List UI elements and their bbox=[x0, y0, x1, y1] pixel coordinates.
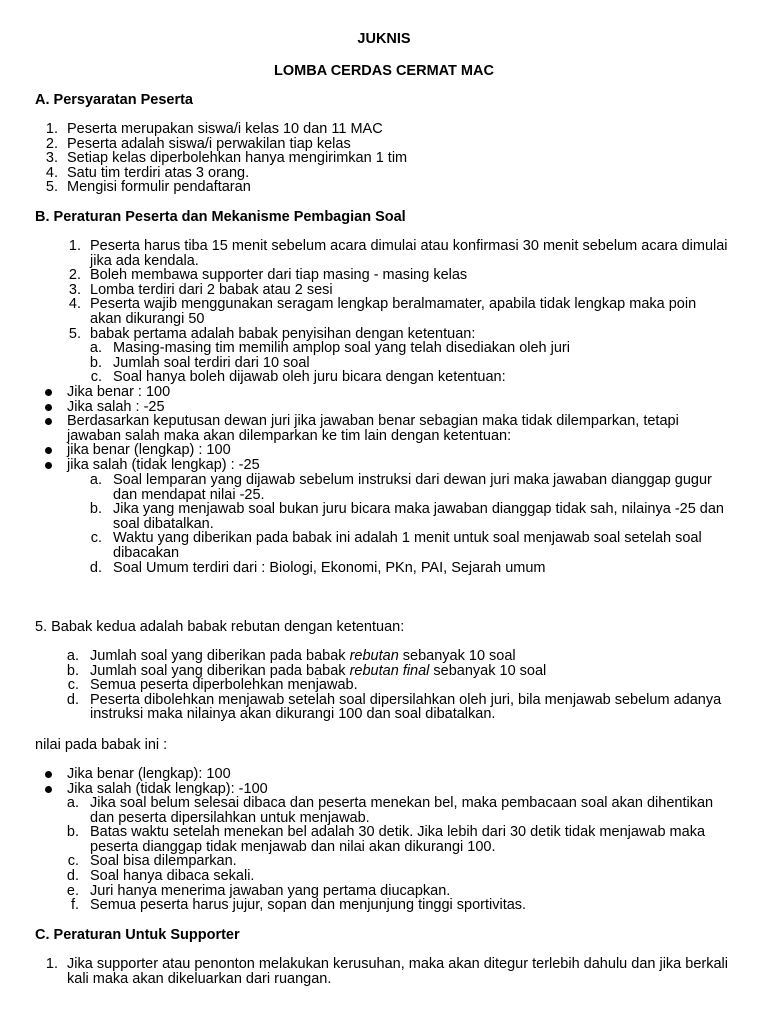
list-item: 3. Setiap kelas diperbolehkan hanya mengirimkan 1 tim bbox=[45, 150, 408, 167]
list-item: d. Peserta dibolehkan menjawab setelah soal dipersilahkan oleh juri, bila menjawab sebelum adanya instruksi maka nilainya akan dikurangi 100 dan soal dibatalkan. bbox=[66, 691, 722, 723]
list-item: c. Soal hanya boleh dijawab oleh juru bicara dengan ketentuan: bbox=[90, 369, 506, 386]
section-c-list bbox=[45, 956, 732, 987]
section-b-rules-list bbox=[89, 472, 733, 576]
list-item: b. Batas waktu setelah menekan bel adalah 30 detik. Jika lebih dari 30 detik tidak menjawab maka peserta dianggap tidak menjawab dan nilai akan dikurangi 100. bbox=[66, 824, 706, 855]
list-item: 2. Boleh membawa supporter dari tiap masing - masing kelas bbox=[68, 267, 468, 284]
bullet-icon bbox=[45, 389, 52, 396]
list-item: 1. Peserta merupakan siswa/i kelas 10 dan 11 MAC bbox=[45, 121, 383, 137]
list-item: 5. Mengisi formulir pendaftaran bbox=[45, 179, 251, 196]
babak-kedua-list bbox=[66, 648, 730, 723]
bullet-icon bbox=[45, 418, 52, 425]
list-item: a. Jika soal belum selesai dibaca dan peserta menekan bel, maka pembacaan soal akan dihentikan dan peserta dipersilahkan untuk menjawab. bbox=[66, 795, 714, 826]
list-item: 1. Peserta harus tiba 15 menit sebelum acara dimulai atau konfirmasi 30 menit sebelum acara dimulai jika ada kendala. bbox=[68, 238, 728, 269]
list-item: a. Jumlah soal yang diberikan pada babak rebutan sebanyak 10 soal bbox=[66, 648, 516, 664]
list-item: 3. Lomba terdiri dari 2 babak atau 2 sesi bbox=[68, 281, 333, 298]
list-item: a. Masing-masing tim memilih amplop soal yang telah disediakan oleh juri bbox=[89, 340, 570, 356]
bullet-icon bbox=[45, 786, 52, 793]
list-item: a. Soal lemparan yang dijawab sebelum instruksi dari dewan juri maka jawaban dianggap gugur dan mendapat nilai -25. bbox=[89, 472, 712, 503]
babak-kedua-bullets bbox=[67, 767, 732, 796]
document-title: JUKNIS bbox=[357, 31, 411, 47]
section-c-heading: C. Peraturan Untuk Supporter bbox=[35, 927, 240, 943]
babak-kedua-rules bbox=[66, 795, 730, 914]
bullet-icon bbox=[45, 447, 52, 454]
babak-kedua-intro: 5. Babak kedua adalah babak rebutan dengan ketentuan: bbox=[35, 619, 405, 635]
section-b-list bbox=[68, 238, 730, 342]
section-b-bullets bbox=[67, 385, 732, 473]
bullet-icon bbox=[45, 462, 52, 469]
bullet-item: Jika salah : -25 bbox=[67, 400, 732, 415]
section-a-list bbox=[45, 121, 727, 196]
bullet-item: jika salah (tidak lengkap) : -25 bbox=[67, 458, 732, 473]
list-item: d. Soal Umum terdiri dari : Biologi, Ekonomi, PKn, PAI, Sejarah umum bbox=[89, 559, 546, 576]
list-item: 5. babak pertama adalah babak penyisihan dengan ketentuan: bbox=[68, 325, 476, 342]
list-item: 4. Satu tim terdiri atas 3 orang. bbox=[45, 164, 250, 181]
bullet-item: Jika benar : 100 bbox=[67, 385, 732, 400]
list-item: f. Semua peserta harus jujur, sopan dan menjunjung tinggi sportivitas. bbox=[70, 897, 527, 914]
bullet-item: Berdasarkan keputusan dewan juri jika jawaban benar sebagian maka tidak dilemparkan, tetapi jawaban salah maka akan dilemparkan ke tim lain dengan ketentuan: bbox=[67, 414, 732, 443]
bullet-item: jika benar (lengkap) : 100 bbox=[67, 443, 732, 458]
bullet-item: Jika salah (tidak lengkap): -100 bbox=[67, 782, 732, 797]
section-b-heading: B. Peraturan Peserta dan Mekanisme Pembagian Soal bbox=[35, 209, 406, 225]
list-item: d. Soal hanya dibaca sekali. bbox=[66, 867, 255, 884]
list-item: 2. Peserta adalah siswa/i perwakilan tiap kelas bbox=[45, 135, 351, 152]
list-item: c. Waktu yang diberikan pada babak ini adalah 1 menit untuk soal menjawab soal setelah soal dibacakan bbox=[90, 530, 702, 561]
bullet-icon bbox=[45, 404, 52, 411]
section-b-sublist bbox=[89, 340, 733, 386]
bullet-item: Jika benar (lengkap): 100 bbox=[67, 767, 732, 782]
list-item: c. Semua peserta diperbolehkan menjawab. bbox=[67, 677, 358, 694]
section-a-heading: A. Persyaratan Peserta bbox=[35, 92, 193, 108]
list-item: 1. Jika supporter atau penonton melakukan kerusuhan, maka akan ditegur terlebih dahulu dan jika berkali kali maka akan dikeluarkan dari ruangan. bbox=[45, 956, 728, 987]
list-item: b. Jika yang menjawab soal bukan juru bicara maka jawaban dianggap tidak sah, nilainya -25 dan soal dibatalkan. bbox=[89, 501, 724, 532]
document-subtitle: LOMBA CERDAS CERMAT MAC bbox=[274, 63, 494, 79]
list-item: e. Juri hanya menerima jawaban yang pertama diucapkan. bbox=[66, 882, 451, 899]
list-item: b. Jumlah soal yang diberikan pada babak rebutan final sebanyak 10 soal bbox=[66, 662, 547, 679]
bullet-icon bbox=[45, 771, 52, 778]
list-item: c. Soal bisa dilemparkan. bbox=[67, 853, 237, 870]
list-item: b. Jumlah soal terdiri dari 10 soal bbox=[89, 354, 310, 371]
nilai-label: nilai pada babak ini : bbox=[35, 737, 168, 753]
list-item: 4. Peserta wajib menggunakan seragam lengkap beralmamater, apabila tidak lengkap maka poin akan dikurangi 50 bbox=[68, 296, 697, 327]
